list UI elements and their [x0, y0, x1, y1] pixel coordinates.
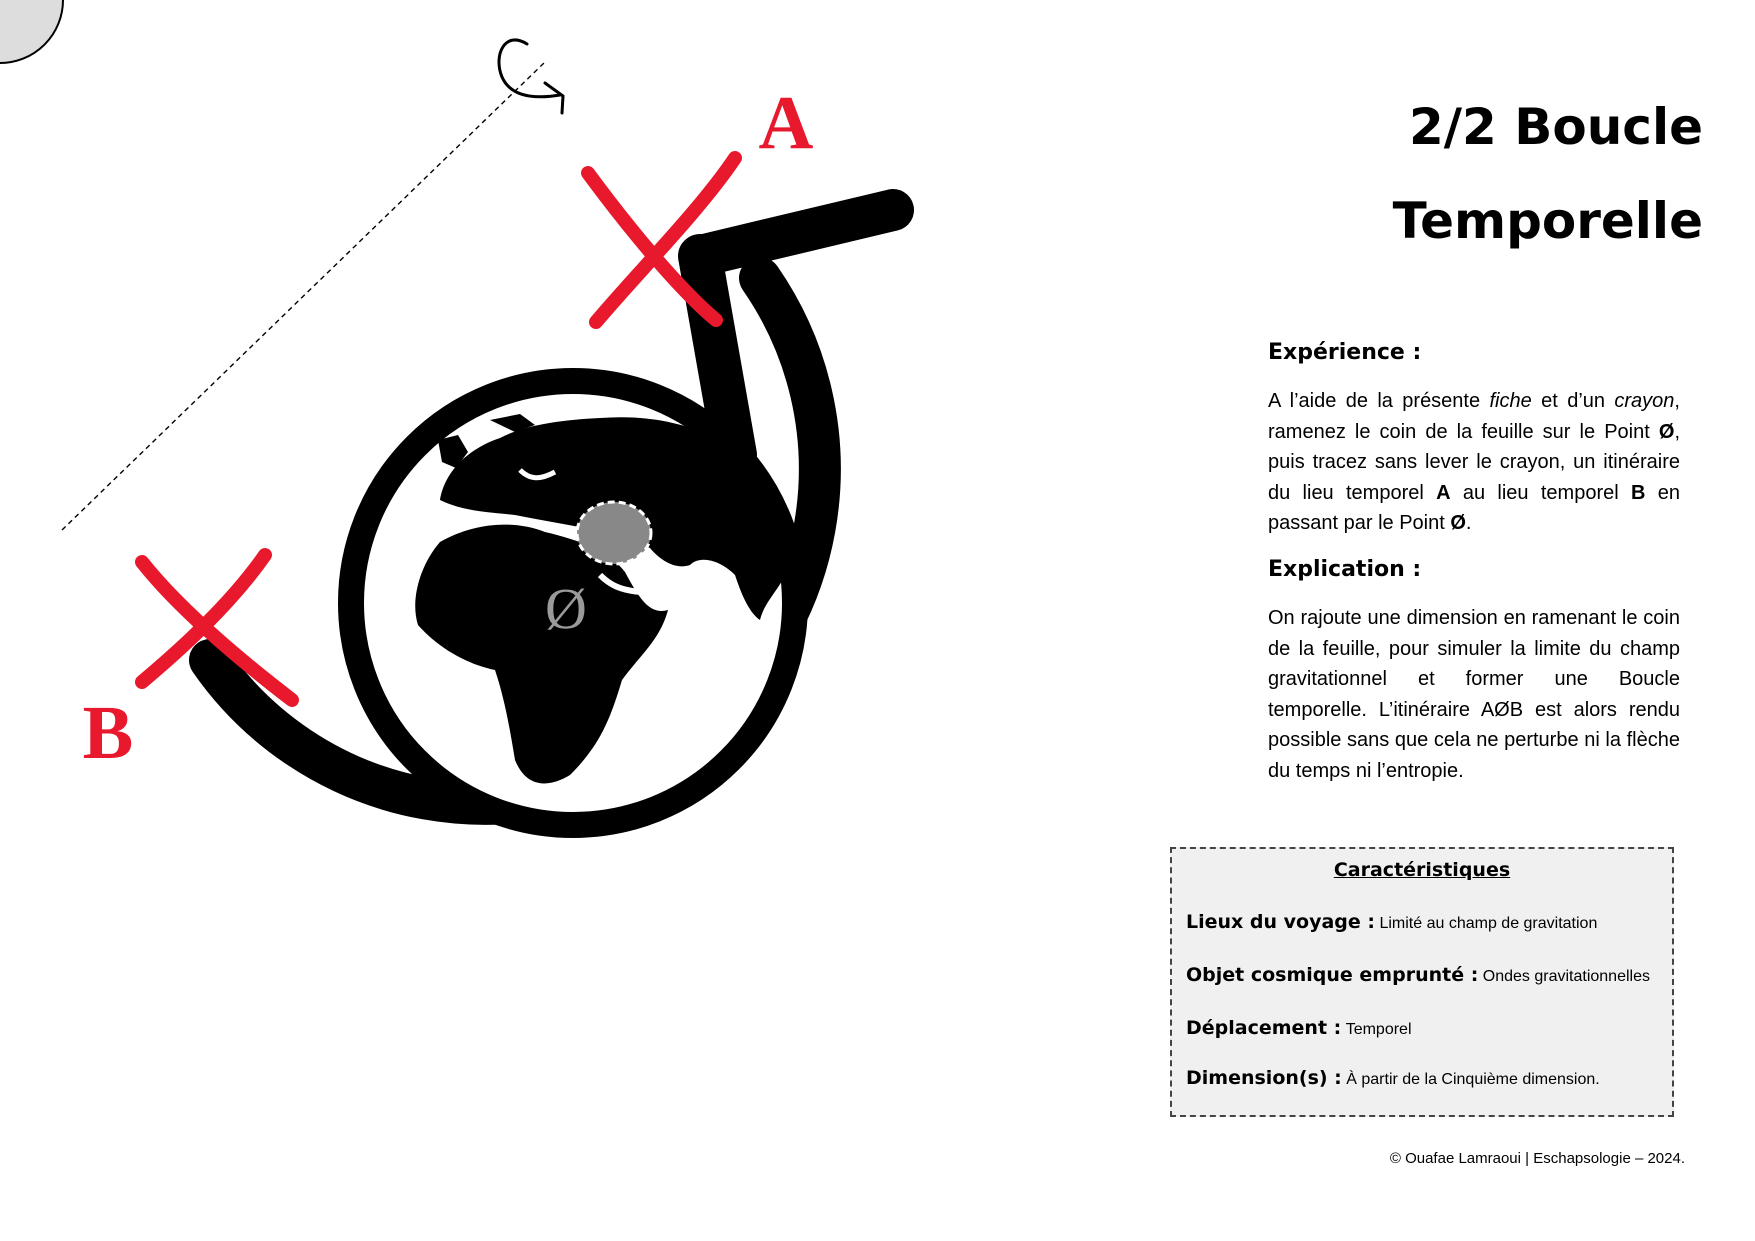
page-title-line1: 2/2 Boucle — [1409, 98, 1703, 156]
experience-text-run: B — [1630, 481, 1646, 504]
experience-text-run: . — [1465, 512, 1472, 534]
characteristic-label: Dimension(s) : — [1186, 1067, 1342, 1089]
characteristic-label: Déplacement : — [1186, 1017, 1342, 1039]
characteristic-value: Temporel — [1345, 1021, 1412, 1038]
experience-text-run: Ø — [1450, 512, 1466, 534]
characteristic-value: À partir de la Cinquième dimension. — [1346, 1071, 1600, 1088]
experience-text-run: fiche — [1489, 390, 1532, 412]
characteristic-label: Lieux du voyage : — [1186, 911, 1375, 933]
page-title-line2: Temporelle — [1392, 192, 1703, 250]
characteristics-title: Caractéristiques — [1333, 859, 1511, 881]
characteristic-row-object — [1186, 964, 1650, 986]
explication-heading: Explication : — [1268, 557, 1422, 582]
characteristic-label: Objet cosmique emprunté : — [1186, 964, 1479, 986]
experience-text-run: , puis tracez sans lever le crayon, un itinéraire du lieu temporel — [1268, 420, 1680, 504]
experience-text-run: en passant par le Point — [1268, 481, 1680, 534]
characteristic-value: Limité au champ de gravitation — [1379, 915, 1598, 932]
characteristic-row-movement — [1186, 1017, 1412, 1039]
experience-text-run: crayon — [1614, 390, 1675, 412]
fold-corner — [0, 0, 63, 63]
characteristics-box — [1170, 847, 1674, 1117]
label-b: B — [82, 691, 134, 775]
experience-text-run: Ø — [1658, 420, 1675, 443]
point-zero-label: Ø — [545, 576, 587, 641]
label-a: A — [758, 81, 814, 165]
experience-heading: Expérience : — [1268, 340, 1422, 365]
characteristic-value: Ondes gravitationnelles — [1482, 968, 1650, 985]
experience-text-run: et d’un — [1531, 390, 1615, 412]
characteristic-row-places — [1186, 911, 1597, 933]
experience-text-run: A — [1436, 481, 1451, 504]
experience-text-run: A l’aide de la présente — [1268, 390, 1490, 412]
point-zero-marker — [577, 502, 651, 564]
page-title — [1183, 80, 1703, 268]
explication-text: On rajoute une dimension en ramenant le coin de la feuille, pour simuler la limite du champ gravitationnel et former une Boucle temporelle. L’itinéraire AØB est alors rendu possible sans que cela ne perturbe ni la flèche du temps ni l’entropie. — [1268, 607, 1680, 782]
experience-text — [1268, 386, 1680, 539]
experience-text-run: au lieu temporel — [1450, 481, 1631, 504]
experience-text-run: , ramenez le coin de la feuille sur le Point — [1268, 390, 1680, 443]
copyright-footer: © Ouafae Lamraoui | Eschapsologie – 2024. — [1389, 1150, 1685, 1167]
characteristic-row-dimensions — [1186, 1067, 1600, 1089]
